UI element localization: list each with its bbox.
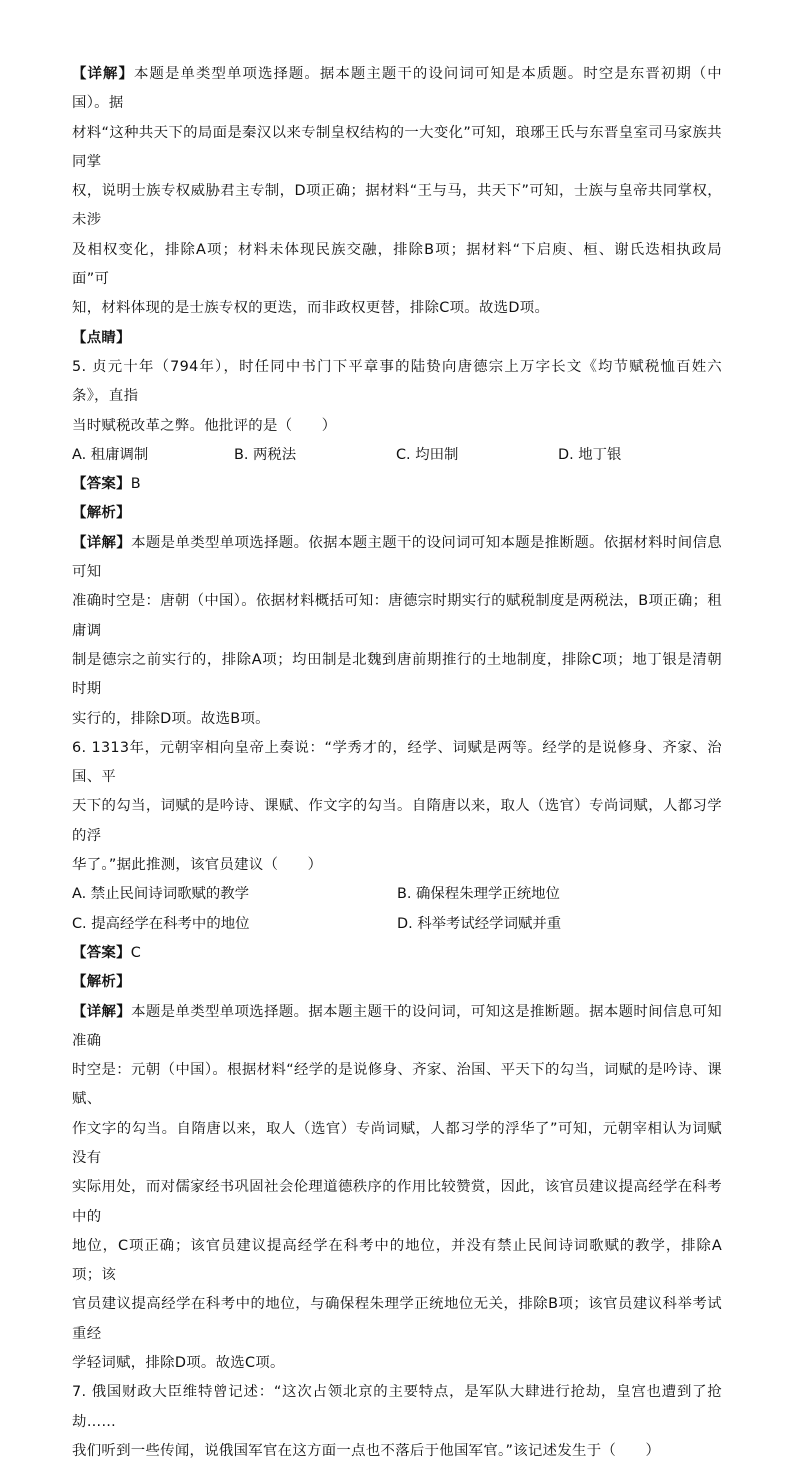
q4-explanation-line-3: 权，说明士族专权威胁君主专制，D项正确；据材料“王与马，共天下”可知，士族与皇帝共同掌权，未涉 [72, 183, 722, 229]
q6-stem-line-3: 华了。”据此推测，该官员建议（ ） [72, 857, 323, 874]
dianjing-heading: 【点睛】 [72, 329, 131, 346]
q7-stem-line-1: 7. 俄国财政大臣维特曾记述：“这次占领北京的主要特点，是军队大肆进行抢劫，皇宫也遭到了抢劫…… [72, 1384, 722, 1430]
q6-option-a: A. 禁止民间诗词歌赋的教学 [72, 886, 250, 903]
q5-explanation-line-2: 准确时空是：唐朝（中国）。依据材料概括可知：唐德宗时期实行的赋税制度是两税法，B项正确；租庸调 [72, 593, 722, 639]
q6-explanation-line-3: 作文字的勾当。自隋唐以来，取人（选官）专尚词赋，人都习学的浮华了”可知，元朝宰相认为词赋没有 [72, 1120, 722, 1166]
q5-stem-line-2: 当时赋税改革之弊。他批评的是（ ） [72, 417, 337, 434]
q5-option-a: A. 租庸调制 [72, 446, 149, 463]
q6-explanation-line-7: 学轻词赋，排除D项。故选C项。 [72, 1355, 285, 1372]
q6-explanation-line-4: 实际用处，而对儒家经书巩固社会伦理道德秩序的作用比较赞赏，因此，该官员建议提高经学在科考中的 [72, 1179, 722, 1225]
q6-option-b: B. 确保程朱理学正统地位 [397, 886, 560, 903]
q5-answer-value: B [130, 476, 141, 493]
q6-explanation-line-2: 时空是：元朝（中国）。根据材料“经学的是说修身、齐家、治国、平天下的勾当，词赋的是吟诗、课赋、 [72, 1062, 722, 1108]
document-page [72, 60, 722, 1466]
answer-tag: 【答案】 [72, 476, 131, 493]
q5-answer [72, 470, 722, 499]
q6-answer [72, 939, 722, 968]
q6-explanation-line-5: 地位，C项正确；该官员建议提高经学在科考中的地位，并没有禁止民间诗词歌赋的教学，排除A项；该 [72, 1237, 722, 1284]
q7-stem-line-2: 我们听到一些传闻，说俄国军官在这方面一点也不落后于他国军官。”该记述发生于（ ） [72, 1442, 661, 1459]
q4-explanation-line-4: 及相权变化，排除A项；材料未体现民族交融，排除B项；据材料“下启庾、桓、谢氏迭相执政局面”可 [72, 241, 722, 288]
q6-options-row-2 [72, 910, 722, 939]
q6-options-row-1 [72, 880, 722, 909]
q4-explanation-line-2: 材料“这种共天下的局面是秦汉以来专制皇权结构的一大变化”可知，琅琊王氏与东晋皇室司马家族共同掌 [72, 124, 722, 170]
q5-jiexi-heading: 【解析】 [72, 505, 131, 522]
xiangjie-tag: 【详解】 [72, 534, 132, 551]
q5-option-b: B. 两税法 [234, 446, 297, 463]
q6-stem-line-2: 天下的勾当，词赋的是吟诗、课赋、作文字的勾当。自隋唐以来，取人（选官）专尚词赋，人都习学的浮 [72, 798, 722, 844]
answer-tag: 【答案】 [72, 944, 131, 961]
q6-stem-line-1: 6. 1313年，元朝宰相向皇帝上奏说：“学秀才的，经学、词赋是两等。经学的是说修身、齐家、治国、平 [72, 739, 722, 786]
q5-option-c: C. 均田制 [396, 446, 459, 463]
q5-options [72, 441, 722, 470]
q6-option-d: D. 科举考试经学词赋并重 [397, 915, 562, 932]
q5-explanation-line-1: 【详解】本题是单类型单项选择题。依据本题主题干的设问词可知本题是推断题。依据材料时间信息可知 [72, 534, 722, 581]
q5-explanation-line-4: 实行的，排除D项。故选B项。 [72, 710, 270, 727]
q5-option-d: D. 地丁银 [558, 446, 622, 463]
q6-explanation-line-1: 【详解】本题是单类型单项选择题。据本题主题干的设问词，可知这是推断题。据本题时间信息可知准确 [72, 1003, 722, 1049]
q6-answer-value: C [130, 944, 142, 961]
q5-explanation-line-3: 制是德宗之前实行的，排除A项；均田制是北魏到唐前期推行的土地制度，排除C项；地丁银是清朝时期 [72, 651, 722, 698]
q4-explanation-line-1: 【详解】本题是单类型单项选择题。据本题主题干的设问词可知是本质题。时空是东晋初期（中国）。据 [72, 66, 722, 112]
q5-stem-line-1: 5. 贞元十年（794年），时任同中书门下平章事的陆贽向唐德宗上万字长文《均节赋税恤百姓六条》，直指 [72, 358, 722, 405]
q6-option-c: C. 提高经学在科考中的地位 [72, 915, 250, 932]
xiangjie-tag: 【详解】 [72, 1003, 132, 1020]
xiangjie-tag: 【详解】 [72, 66, 134, 82]
q6-explanation-line-6: 官员建议提高经学在科考中的地位，与确保程朱理学正统地位无关，排除B项；该官员建议科举考试重经 [72, 1296, 722, 1342]
q4-explanation-line-5: 知，材料体现的是士族专权的更迭，而非政权更替，排除C项。故选D项。 [72, 300, 550, 317]
q6-jiexi-heading: 【解析】 [72, 974, 131, 991]
